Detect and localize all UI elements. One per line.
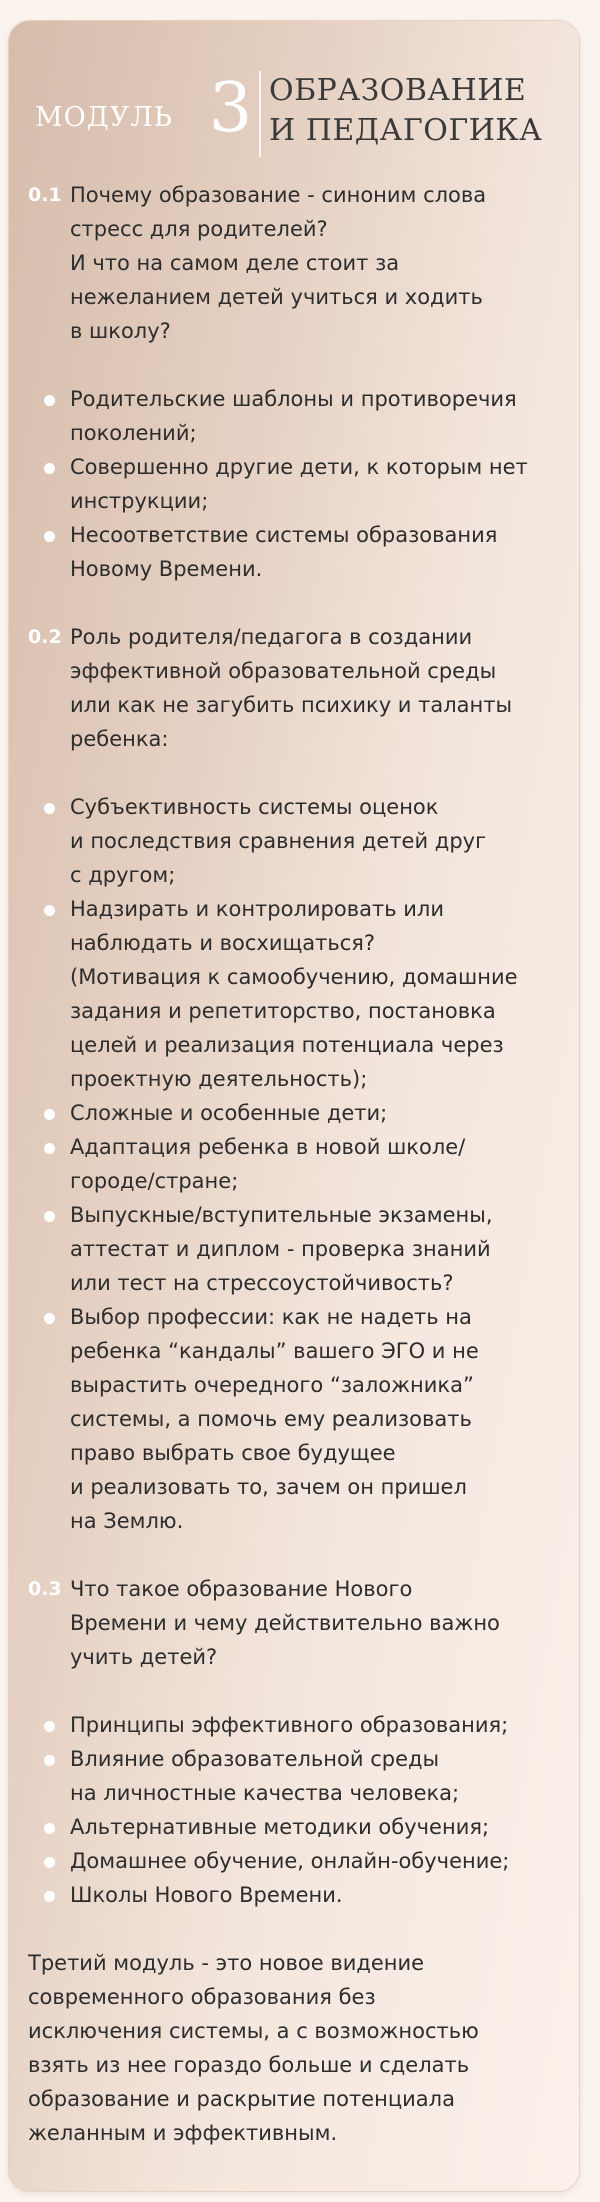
- list-item: [28, 790, 568, 892]
- list-item: [28, 1198, 568, 1300]
- list-item-text: Альтернативные методики обучения;: [70, 1815, 490, 1839]
- list-item-text: Принципы эффективного образования;: [70, 1713, 509, 1737]
- topic-list: [28, 382, 568, 586]
- list-item: [28, 382, 568, 450]
- question-text: Что такое образование Нового Времени и чему действительно важно учить детей?: [70, 1577, 500, 1669]
- list-item-text: Влияние образовательной среды на личностные качества человека;: [70, 1747, 460, 1805]
- list-item: [28, 1878, 568, 1912]
- section-question: [28, 178, 568, 348]
- list-item-text: Выпускные/вступительные экзамены, аттестат и диплом - проверка знаний или тест на стрессоустойчивость?: [70, 1203, 493, 1295]
- bullet-icon: [44, 1313, 55, 1324]
- module-label: МОДУЛЬ: [35, 102, 173, 133]
- list-item-text: Сложные и особенные дети;: [70, 1101, 388, 1125]
- bullet-icon: [44, 1857, 55, 1868]
- list-item-text: Выбор профессии: как не надеть на ребенка “кандалы” вашего ЭГО и не вырастить очередного “заложника” системы, а помочь ему реализовать право выбрать свое будущее и реализовать то, зачем он пришел на Землю.: [70, 1305, 479, 1533]
- section-2: [28, 620, 568, 1538]
- module-conclusion: Третий модуль - это новое видение современного образования без исключения системы, а с возможностью взять из нее гораздо больше и сделать образование и раскрытие потенциала желанным и эффективным.: [28, 1951, 479, 2145]
- list-item: [28, 892, 568, 1096]
- list-item: [28, 1300, 568, 1538]
- bullet-icon: [44, 1211, 55, 1222]
- list-item-text: Адаптация ребенка в новой школе/ городе/стране;: [70, 1135, 466, 1193]
- bullet-icon: [44, 531, 55, 542]
- list-item: [28, 1810, 568, 1844]
- list-item: [28, 518, 568, 586]
- bullet-icon: [44, 395, 55, 406]
- bullet-icon: [44, 1891, 55, 1902]
- list-item: [28, 1096, 568, 1130]
- list-item: [28, 1708, 568, 1742]
- bullet-icon: [44, 905, 55, 916]
- section-question: [28, 620, 568, 756]
- section-3: [28, 1572, 568, 1912]
- list-item-text: Надзирать и контролировать или наблюдать и восхищаться? (Мотивация к самообучению, домашние задания и репетиторство, постановка целей и реализация потенциала через проектную деятельность);: [70, 897, 518, 1091]
- module-title-line2: И ПЕДАГОГИКА: [269, 113, 543, 148]
- bullet-icon: [44, 1755, 55, 1766]
- list-item-text: Совершенно другие дети, к которым нет инструкции;: [70, 455, 528, 513]
- bullet-icon: [44, 463, 55, 474]
- module-number: 3: [209, 69, 253, 148]
- module-header: [31, 57, 571, 167]
- section-1: [28, 178, 568, 586]
- list-item: [28, 1130, 568, 1198]
- bullet-icon: [44, 1823, 55, 1834]
- topic-list: [28, 1708, 568, 1912]
- module-title: [269, 71, 542, 151]
- question-text: Почему образование - синоним слова стресс для родителей? И что на самом деле стоит за нежеланием детей учиться и ходить в школу?: [70, 183, 487, 343]
- section-question: [28, 1572, 568, 1674]
- module-title-line1: ОБРАЗОВАНИЕ: [269, 73, 527, 108]
- list-item: [28, 1844, 568, 1878]
- header-divider: [259, 71, 261, 157]
- list-item-text: Субъективность системы оценок и последствия сравнения детей друг с другом;: [70, 795, 487, 887]
- bullet-icon: [44, 1143, 55, 1154]
- bullet-icon: [44, 803, 55, 814]
- list-item-text: Школы Нового Времени.: [70, 1883, 343, 1907]
- section-number: 0.1: [28, 184, 62, 206]
- list-item-text: Родительские шаблоны и противоречия поколений;: [70, 387, 517, 445]
- list-item: [28, 1742, 568, 1810]
- list-item: [28, 450, 568, 518]
- section-number: 0.2: [28, 626, 62, 648]
- bullet-icon: [44, 1721, 55, 1732]
- list-item-text: Несоответствие системы образования Новому Времени.: [70, 523, 498, 581]
- list-item-text: Домашнее обучение, онлайн-обучение;: [70, 1849, 510, 1873]
- question-text: Роль родителя/педагога в создании эффективной образовательной среды или как не загубить психику и таланты ребенка:: [70, 625, 513, 751]
- section-number: 0.3: [28, 1578, 62, 1600]
- topic-list: [28, 790, 568, 1538]
- bullet-icon: [44, 1109, 55, 1120]
- module-content: [28, 178, 568, 2150]
